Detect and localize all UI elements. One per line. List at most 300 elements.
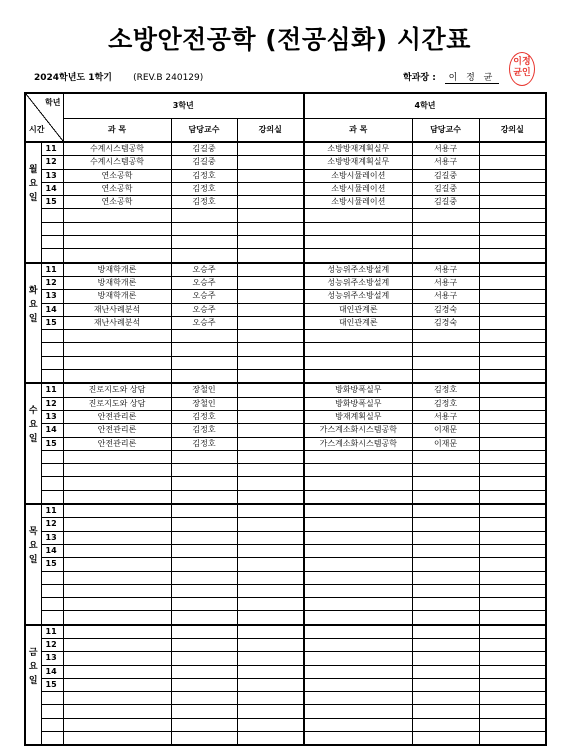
table-row [25,705,546,718]
room-3-cell [237,142,304,156]
period-cell: 14 [41,544,63,557]
period-cell: 11 [41,383,63,397]
period-cell: 12 [41,518,63,531]
professor-3-cell: 김정호 [171,437,237,450]
professor-3-cell: 김정호 [171,424,237,437]
room-3-cell [237,169,304,182]
timetable [24,92,547,746]
room-3-cell [237,196,304,209]
professor-3-cell [171,678,237,691]
professor-4-cell: 서용구 [412,263,479,277]
col-room-3: 강의실 [237,119,304,143]
room-3-cell [237,571,304,584]
period-cell: 14 [41,182,63,195]
subject-4-cell [304,558,412,571]
professor-4-cell [412,518,479,531]
period-cell: 12 [41,156,63,169]
professor-4-cell [412,692,479,705]
subject-3-cell [63,638,171,651]
room-4-cell [479,718,546,731]
subject-3-cell [63,477,171,490]
table-row [25,196,546,209]
subject-3-cell [63,504,171,518]
professor-4-cell [412,531,479,544]
room-3-cell [237,718,304,731]
room-4-cell [479,249,546,263]
subject-4-cell [304,450,412,463]
table-row [25,397,546,410]
professor-3-cell [171,450,237,463]
professor-4-cell: 김길중 [412,182,479,195]
corner-header [25,93,63,142]
table-row [25,437,546,450]
room-4-cell [479,544,546,557]
table-row [25,383,546,397]
room-4-cell [479,598,546,611]
table-row [25,343,546,356]
room-4-cell [479,692,546,705]
period-cell: 13 [41,169,63,182]
table-row [25,450,546,463]
professor-3-cell [171,544,237,557]
subject-4-cell [304,343,412,356]
professor-3-cell [171,611,237,625]
table-row [25,464,546,477]
subject-4-cell [304,625,412,639]
subject-3-cell [63,584,171,597]
subject-3-cell: 안전관리론 [63,437,171,450]
room-3-cell [237,490,304,504]
subject-4-cell [304,571,412,584]
subject-3-cell [63,249,171,263]
room-4-cell [479,424,546,437]
subject-3-cell [63,531,171,544]
room-4-cell [479,732,546,746]
professor-3-cell: 장철인 [171,383,237,397]
professor-3-cell [171,732,237,746]
period-cell [41,330,63,343]
day-name: 수요일 [28,406,38,445]
table-row [25,692,546,705]
corner-time-label: 시간 [29,125,45,134]
room-4-cell [479,504,546,518]
table-row [25,290,546,303]
subject-4-cell: 방화방폭실무 [304,383,412,397]
period-cell [41,718,63,731]
room-3-cell [237,397,304,410]
subject-4-cell [304,504,412,518]
col-professor-4: 담당교수 [412,119,479,143]
subject-3-cell [63,611,171,625]
room-3-cell [237,504,304,518]
table-row [25,571,546,584]
subject-3-cell [63,209,171,222]
room-3-cell [237,316,304,329]
subject-3-cell [63,450,171,463]
room-4-cell [479,531,546,544]
subject-3-cell [63,571,171,584]
room-4-cell [479,705,546,718]
period-cell [41,598,63,611]
room-4-cell [479,330,546,343]
professor-3-cell: 김길중 [171,142,237,156]
table-row [25,490,546,504]
room-4-cell [479,665,546,678]
subject-4-cell: 성능위주소방설계 [304,263,412,277]
period-cell: 15 [41,196,63,209]
professor-3-cell: 김정호 [171,169,237,182]
professor-3-cell [171,531,237,544]
room-3-cell [237,343,304,356]
table-row [25,652,546,665]
room-3-cell [237,531,304,544]
room-4-cell [479,678,546,691]
professor-4-cell: 서용구 [412,410,479,423]
room-3-cell [237,182,304,195]
table-row [25,263,546,277]
department-head-label: 학과장 : [403,73,436,83]
professor-4-cell [412,611,479,625]
professor-4-cell [412,638,479,651]
period-cell [41,490,63,504]
professor-3-cell [171,665,237,678]
grade3-header: 3학년 [63,93,304,119]
room-3-cell [237,276,304,289]
subject-3-cell [63,598,171,611]
professor-4-cell [412,464,479,477]
table-row [25,370,546,384]
room-3-cell [237,598,304,611]
room-4-cell [479,236,546,249]
professor-3-cell [171,490,237,504]
room-3-cell [237,732,304,746]
table-row [25,611,546,625]
professor-3-cell: 오승주 [171,303,237,316]
room-3-cell [237,450,304,463]
period-cell [41,343,63,356]
professor-4-cell [412,718,479,731]
table-row [25,558,546,571]
professor-3-cell [171,464,237,477]
professor-4-cell [412,665,479,678]
subject-4-cell [304,370,412,384]
room-4-cell [479,343,546,356]
room-3-cell [237,330,304,343]
subject-4-cell [304,652,412,665]
room-4-cell [479,316,546,329]
room-4-cell [479,584,546,597]
day-label [25,142,41,263]
room-4-cell [479,558,546,571]
table-row [25,718,546,731]
period-cell [41,611,63,625]
room-3-cell [237,652,304,665]
room-3-cell [237,249,304,263]
professor-4-cell [412,652,479,665]
grade4-header: 4학년 [304,93,546,119]
professor-3-cell: 김정호 [171,182,237,195]
professor-4-cell [412,732,479,746]
room-3-cell [237,222,304,235]
period-cell: 11 [41,504,63,518]
professor-3-cell [171,518,237,531]
professor-3-cell [171,638,237,651]
table-row [25,678,546,691]
col-room-4: 강의실 [479,119,546,143]
table-row [25,156,546,169]
professor-4-cell [412,343,479,356]
subject-3-cell [63,692,171,705]
room-4-cell [479,196,546,209]
professor-4-cell [412,504,479,518]
table-row [25,732,546,746]
subject-4-cell: 대인관계론 [304,316,412,329]
page-title: 소방안전공학 (전공심화) 시간표 [108,25,471,54]
room-3-cell [237,236,304,249]
room-3-cell [237,638,304,651]
professor-3-cell: 김길중 [171,156,237,169]
subject-3-cell [63,490,171,504]
period-cell: 14 [41,665,63,678]
professor-4-cell: 서용구 [412,142,479,156]
subject-4-cell [304,705,412,718]
room-4-cell [479,638,546,651]
term-label: 2024학년도 1학기 [34,73,112,83]
table-row [25,142,546,156]
period-cell: 13 [41,410,63,423]
professor-4-cell [412,490,479,504]
room-3-cell [237,584,304,597]
professor-4-cell: 서용구 [412,276,479,289]
subject-3-cell: 방재학개론 [63,290,171,303]
subject-3-cell: 안전관리론 [63,424,171,437]
room-4-cell [479,571,546,584]
room-3-cell [237,544,304,557]
period-cell [41,356,63,369]
table-row [25,504,546,518]
professor-3-cell [171,705,237,718]
period-cell [41,705,63,718]
table-row [25,276,546,289]
professor-3-cell [171,356,237,369]
room-4-cell [479,370,546,384]
professor-4-cell: 김길중 [412,169,479,182]
professor-3-cell [171,477,237,490]
table-row [25,236,546,249]
room-4-cell [479,142,546,156]
professor-4-cell [412,370,479,384]
table-row [25,424,546,437]
professor-3-cell: 김정호 [171,196,237,209]
subject-3-cell [63,544,171,557]
room-3-cell [237,477,304,490]
period-cell [41,732,63,746]
period-cell [41,571,63,584]
subject-4-cell [304,678,412,691]
subject-4-cell [304,518,412,531]
day-label [25,383,41,504]
subject-4-cell [304,732,412,746]
subject-3-cell [63,222,171,235]
professor-3-cell [171,249,237,263]
period-cell: 15 [41,558,63,571]
subject-4-cell [304,330,412,343]
subject-4-cell: 소방시뮬레이션 [304,182,412,195]
room-3-cell [237,356,304,369]
room-4-cell [479,410,546,423]
table-row [25,584,546,597]
subject-4-cell [304,544,412,557]
professor-4-cell: 김정호 [412,397,479,410]
professor-4-cell: 김정호 [412,383,479,397]
professor-3-cell [171,598,237,611]
period-cell [41,222,63,235]
subject-4-cell [304,665,412,678]
table-row [25,249,546,263]
period-cell: 15 [41,678,63,691]
period-cell [41,464,63,477]
subject-4-cell: 소방방재계획실무 [304,142,412,156]
subject-4-cell: 소방시뮬레이션 [304,196,412,209]
room-4-cell [479,156,546,169]
subject-3-cell: 재난사례분석 [63,303,171,316]
subject-3-cell [63,652,171,665]
subject-3-cell [63,665,171,678]
period-cell: 12 [41,397,63,410]
professor-4-cell: 서용구 [412,290,479,303]
room-4-cell [479,222,546,235]
subject-4-cell: 성능위주소방설계 [304,290,412,303]
day-name: 목요일 [28,527,38,566]
subject-4-cell [304,598,412,611]
table-row [25,544,546,557]
subject-3-cell [63,705,171,718]
professor-3-cell [171,330,237,343]
subject-4-cell [304,531,412,544]
table-row [25,209,546,222]
period-cell: 13 [41,652,63,665]
day-name: 금요일 [28,647,38,686]
subject-4-cell: 성능위주소방설계 [304,276,412,289]
room-3-cell [237,611,304,625]
professor-3-cell: 김정호 [171,410,237,423]
professor-3-cell: 오승주 [171,276,237,289]
period-cell [41,249,63,263]
room-4-cell [479,652,546,665]
subject-4-cell [304,584,412,597]
subject-4-cell [304,477,412,490]
table-row [25,410,546,423]
subject-4-cell [304,692,412,705]
subject-3-cell [63,558,171,571]
room-4-cell [479,477,546,490]
subject-3-cell [63,678,171,691]
subject-3-cell: 방재학개론 [63,276,171,289]
subject-3-cell: 안전관리론 [63,410,171,423]
subject-4-cell [304,356,412,369]
professor-4-cell: 김경숙 [412,316,479,329]
col-professor-3: 담당교수 [171,119,237,143]
room-3-cell [237,437,304,450]
department-head-name: 이 정 균 [445,70,499,84]
professor-4-cell [412,236,479,249]
room-3-cell [237,705,304,718]
subject-3-cell [63,330,171,343]
subject-4-cell [304,490,412,504]
subject-3-cell: 연소공학 [63,169,171,182]
room-4-cell [479,182,546,195]
subject-3-cell [63,236,171,249]
room-4-cell [479,611,546,625]
period-cell: 15 [41,316,63,329]
subject-3-cell: 연소공학 [63,196,171,209]
table-row [25,665,546,678]
professor-4-cell [412,678,479,691]
professor-4-cell [412,356,479,369]
room-3-cell [237,156,304,169]
subject-3-cell: 진로지도와 상담 [63,383,171,397]
subject-3-cell [63,356,171,369]
room-3-cell [237,410,304,423]
subject-4-cell [304,249,412,263]
period-cell: 15 [41,437,63,450]
room-4-cell [479,276,546,289]
revision-label: (REV.B 240129) [133,73,204,83]
period-cell [41,584,63,597]
room-4-cell [479,303,546,316]
period-cell [41,477,63,490]
professor-3-cell: 오승주 [171,290,237,303]
day-name: 월요일 [28,165,38,203]
subject-3-cell: 수계시스템공학 [63,142,171,156]
professor-4-cell [412,477,479,490]
professor-4-cell: 이재문 [412,437,479,450]
subject-3-cell [63,718,171,731]
professor-3-cell [171,558,237,571]
professor-4-cell [412,558,479,571]
period-cell: 14 [41,303,63,316]
room-4-cell [479,490,546,504]
subject-3-cell [63,518,171,531]
professor-3-cell [171,625,237,639]
room-4-cell [479,383,546,397]
period-cell [41,692,63,705]
professor-3-cell [171,571,237,584]
subject-4-cell [304,209,412,222]
professor-3-cell: 장철인 [171,397,237,410]
subject-4-cell: 소방방재계획실무 [304,156,412,169]
subject-4-cell [304,222,412,235]
period-cell: 13 [41,531,63,544]
room-3-cell [237,625,304,639]
period-cell [41,450,63,463]
room-4-cell [479,356,546,369]
subject-3-cell: 방재학개론 [63,263,171,277]
period-cell: 12 [41,638,63,651]
professor-4-cell: 서용구 [412,156,479,169]
period-cell [41,209,63,222]
room-4-cell [479,290,546,303]
room-3-cell [237,370,304,384]
professor-3-cell [171,504,237,518]
room-4-cell [479,209,546,222]
professor-4-cell [412,584,479,597]
professor-3-cell [171,236,237,249]
room-3-cell [237,665,304,678]
room-3-cell [237,263,304,277]
day-name: 화요일 [28,285,38,324]
room-4-cell [479,625,546,639]
